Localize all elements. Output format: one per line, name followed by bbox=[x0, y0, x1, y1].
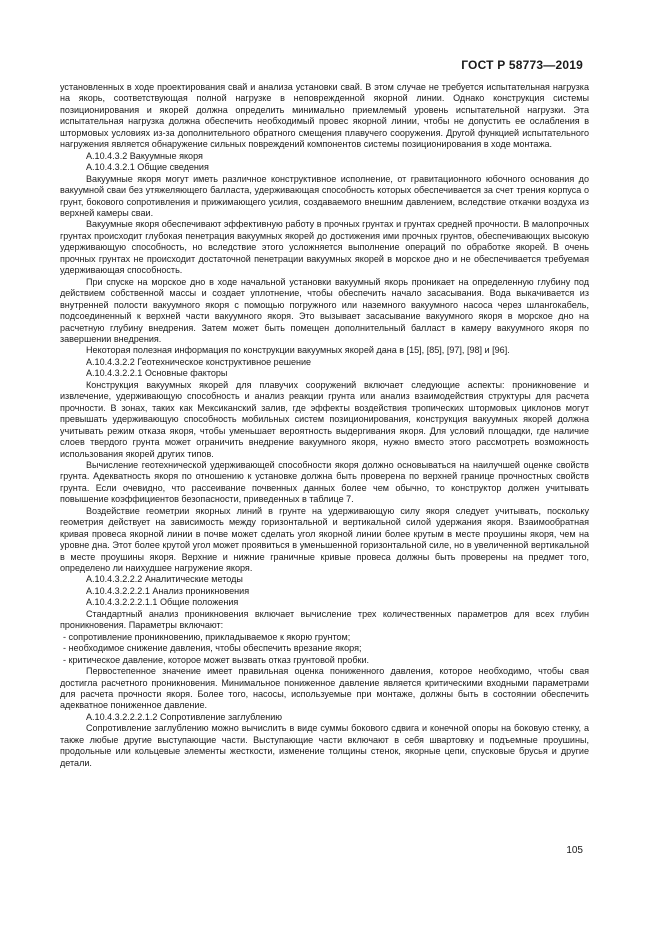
heading-a1043222: А.10.4.3.2.2.2 Аналитические методы bbox=[86, 574, 243, 585]
heading-a1043221: А.10.4.3.2.2.1 Основные факторы bbox=[86, 368, 228, 379]
paragraph: Вакуумные якоря могут иметь различное конструктивное исполнение, от гравитационного юбочного основания до вакуумной сваи без утяжеляющего балласта, удерживающая способность которых обеспечивается за счет трения корпуса о грунт, бокового сопротивления и прижимающего усилия, создаваемого внешним давлением, вследствие откачки воздуха из верхней камеры сваи. bbox=[60, 173, 589, 218]
paragraph: При спуске на морское дно в ходе начальной установки вакуумный якорь проникает на определенную глубину под действием собственной массы и создает уплотнение, чтобы обеспечить начало засасывания. Вода выкачивается из внутренней полости вакуумного якоря с помощью погружного или наземного вакуумного насоса через шлангокабель, подсоединенный к верхней части вакуумного якоря. Это вызывает засасывание вакуумного якоря в морское дно на расчетную глубину внедрения. Затем может быть помещен дополнительный балласт в камеру вакуумного якоря по завершении внедрения. bbox=[60, 276, 589, 344]
document-code: ГОСТ Р 58773—2019 bbox=[461, 58, 583, 72]
heading-a104322: А.10.4.3.2.2 Геотехническое конструктивное решение bbox=[86, 356, 312, 367]
paragraph: Вакуумные якоря обеспечивают эффективную работу в прочных грунтах и грунтах средней прочности. В малопрочных грунтах происходит глубокая пенетрация вакуумных якорей до достижения ими прочных грунтов, обеспечивающих высокую удерживающую способность, но вследствие этого усложняется выполнение операций по обработке якорей. В очень прочных грунтах не происходит достаточной пенетрации вакуумных якорей в морское дно и не обеспечивается требуемая удерживающая способность. bbox=[60, 219, 589, 276]
heading-a10432221: А.10.4.3.2.2.2.1 Анализ проникновения bbox=[86, 585, 250, 596]
paragraph: Сопротивление заглублению можно вычислить в виде суммы бокового сдвига и конечной опоры на боковую стенку, а также любые другие выступающие части. Выступающие части включают в себя швартовку и подъемные проушины, продольные или кольцевые элементы жесткости, изменение толщины стенок, якорные цепи, спусковые брусья и другие детали. bbox=[60, 723, 589, 768]
paragraph: Конструкция вакуумных якорей для плавучих сооружений включает следующие аспекты: проникновение и извлечение, удерживающую способность и анализ реакции грунта или анализ взаимодействия структуры для расчета прочности. В зонах, таких как Мексиканский залив, где эффекты воздействия тропических штормовых циклонов могут превышать удерживающую способность мобильных систем позиционирования, конструкция вакуумных якорей должна учитывать режим отказа якоря, чтобы уменьшает вероятность выдергивания якоря. Для условий площадки, где наличие слоев твердого грунта может ограничить внедрение вакуумного якоря, нужно вместо этого рассмотреть возможность использования якорей других типов. bbox=[60, 379, 589, 459]
paragraph: Первостепенное значение имеет правильная оценка пониженного давления, которое необходимо, чтобы свая достигла расчетного проникновения. Минимальное пониженное давление является критическими входными параметрами для расчета прочности якоря. Более того, насосы, используемые при монтаже, должны быть в состоянии обеспечить адекватное пониженное давление. bbox=[60, 666, 589, 711]
document-body bbox=[60, 82, 589, 769]
paragraph-continuation: установленных в ходе проектирования свай и анализа установки свай. В этом случае не требуется испытательная нагрузка на якорь, соответствующая полной нагрузке в неповрежденной якорной линии. Однако конструкция системы позиционирования и якорей должна определить минимально приемлемый уровень испытательной нагрузки. Эта испытательная нагрузка должна обеспечить необходимый провес якорной линии, чтобы не допустить ее ослабления в штормовых условиях из-за дополнительного обратного смещения плавучего сооружения. Другой функцией испытательного нагружения является обнаружение сильных повреждений компонентов системы позиционирования в ходе монтажа. bbox=[60, 82, 589, 150]
heading-a104322212: А.10.4.3.2.2.2.1.2 Сопротивление заглублению bbox=[86, 711, 283, 722]
paragraph: Стандартный анализ проникновения включает вычисление трех количественных параметров для всех глубин проникновения. Параметры включают: bbox=[60, 608, 589, 631]
heading-a104321: А.10.4.3.2.1 Общие сведения bbox=[86, 162, 209, 173]
heading-a10432: А.10.4.3.2 Вакуумные якоря bbox=[86, 150, 203, 161]
list-item: - сопротивление проникновению, прикладываемое к якорю грунтом; bbox=[63, 631, 351, 642]
heading-a104322211: А.10.4.3.2.2.2.1.1 Общие положения bbox=[86, 597, 239, 608]
paragraph: Вычисление геотехнической удерживающей способности якоря должно основываться на наилучшей оценке свойств грунта. Адекватность якоря по отношению к установке должна быть проверена по верхней границе прочностных свойств грунта. Если очевидно, что рассеивание почвенных данных более чем обычно, то конструктор должен учитывать повышение коэффициентов безопасности, приведенных в таблице 7. bbox=[60, 459, 589, 505]
paragraph-references: Некоторая полезная информация по конструкции вакуумных якорей дана в [15], [85], [97], [98] и [96]. bbox=[86, 345, 510, 356]
paragraph: Воздействие геометрии якорных линий в грунте на удерживающую силу якоря следует учитывать, поскольку геометрия действует на зависимость между горизонтальной и вертикальной силой удержания якоря. Взаимообратная кривая провеса якорной линии в почве может сделать угол якорной линии более крутым в месте проушины якоря, чем на уровне дна. Этот более крутой угол может проявиться в уменьшенной горизонтальной силе, но в увеличенной вертикальной в месте проушины якоря. Верхние и нижние граничные кривые провеса должны быть проверены на предмет того, определено ли наихудшее нагружение якоря. bbox=[60, 505, 589, 574]
list-item: - необходимое снижение давления, чтобы обеспечить врезание якоря; bbox=[63, 643, 362, 654]
page-number: 105 bbox=[566, 845, 583, 856]
list-item: - критическое давление, которое может вызвать отказ грунтовой пробки. bbox=[63, 654, 370, 665]
